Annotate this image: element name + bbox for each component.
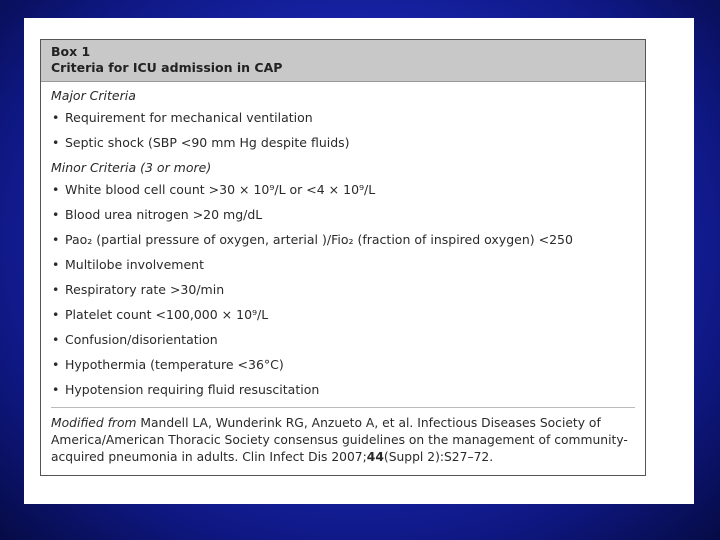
major-criteria-item-text: Requirement for mechanical ventilation [65,110,313,125]
bullet-icon: • [52,332,60,347]
minor-criteria-item [51,332,635,348]
box-label: Box 1 [51,44,91,59]
minor-criteria-item [51,282,635,298]
major-criteria-item [51,110,635,126]
major-criteria-heading: Major Criteria [51,88,136,103]
citation-pages: (Suppl 2):S27–72. [383,450,494,464]
bullet-icon: • [52,382,60,397]
minor-criteria-item [51,257,635,273]
minor-criteria-item [51,382,635,398]
minor-criteria-item-text: Multilobe involvement [65,257,204,272]
citation-prefix: Modified from [51,416,137,430]
minor-criteria-item [51,307,635,323]
box-title: Criteria for ICU admission in CAP [51,60,283,75]
bullet-icon: • [52,207,60,222]
slide-canvas [24,18,694,504]
box-header [41,40,645,82]
minor-criteria-item-text: Hypotension requiring fluid resuscitation [65,382,320,397]
box-content [41,82,645,466]
bullet-icon: • [52,357,60,372]
criteria-box [40,39,646,476]
bullet-icon: • [52,257,60,272]
minor-criteria-item [51,207,635,223]
major-criteria-item [51,135,635,151]
bullet-icon: • [52,182,60,197]
minor-criteria-item [51,232,635,248]
minor-criteria-item [51,357,635,373]
divider [51,407,635,408]
major-criteria-list [51,110,635,151]
bullet-icon: • [52,232,60,247]
citation-footnote [51,415,635,466]
minor-criteria-item-text: Confusion/disorientation [65,332,218,347]
minor-criteria-item-text: Respiratory rate >30/min [65,282,225,297]
minor-criteria-item-text: Hypothermia (temperature <36°C) [65,357,284,372]
minor-criteria-item-text: Platelet count <100,000 × 10⁹/L [65,307,269,322]
bullet-icon: • [52,307,60,322]
minor-criteria-list [51,182,635,398]
major-criteria-item-text: Septic shock (SBP <90 mm Hg despite fluids) [65,135,350,150]
minor-criteria-heading: Minor Criteria (3 or more) [51,160,212,175]
bullet-icon: • [52,135,60,150]
minor-criteria-item-text: Blood urea nitrogen >20 mg/dL [65,207,263,222]
minor-criteria-item-text: Pao₂ (partial pressure of oxygen, arterial )/Fio₂ (fraction of inspired oxygen) <250 [65,232,573,247]
bullet-icon: • [52,282,60,297]
citation-volume: 44 [366,450,384,464]
minor-criteria-item [51,182,635,198]
bullet-icon: • [52,110,60,125]
minor-criteria-item-text: White blood cell count >30 × 10⁹/L or <4 × 10⁹/L [65,182,376,197]
citation-text: Mandell LA, Wunderink RG, Anzueto A, et al. Infectious Diseases Society of America/American Thoracic Society consensus guidelines on the management of community-acquired pneumonia in adults. Clin Infect Dis 2007; [51,416,628,464]
